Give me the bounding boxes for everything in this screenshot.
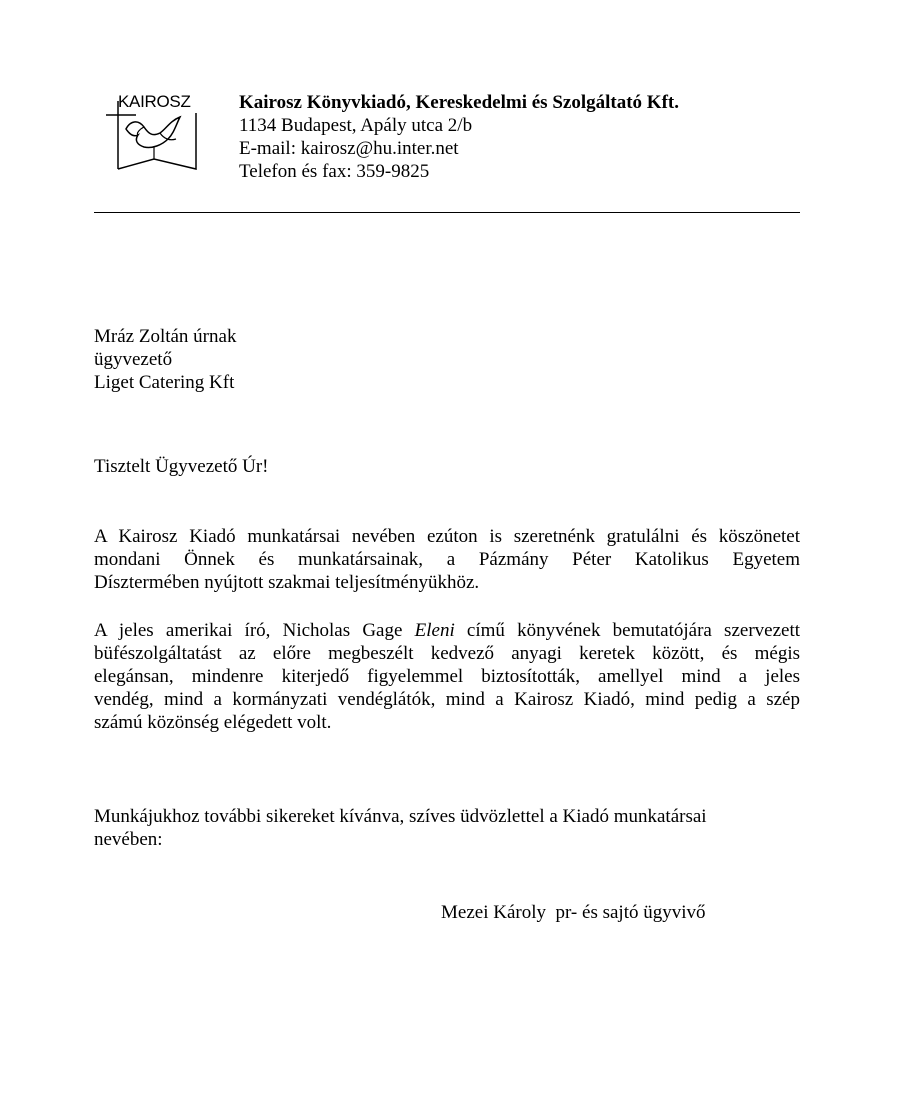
paragraph-line: vendég, mind a kormányzati vendéglátók, mind a Kairosz Kiadó, mind pedig a szép (94, 689, 800, 710)
paragraph-2 (94, 619, 800, 734)
signature: Mezei Károly pr- és sajtó ügyvivő (441, 902, 706, 923)
recipient-name: Mráz Zoltán úrnak (94, 326, 237, 347)
paragraph-line: számú közönség elégedett volt. (94, 712, 332, 733)
paragraph-line: büfészolgáltatást az előre megbeszélt kedvező anyagi keretek között, és mégis (94, 643, 800, 664)
letterhead-divider (94, 212, 800, 213)
book-title: Eleni (414, 620, 455, 641)
company-email: E-mail: kairosz@hu.inter.net (239, 138, 459, 159)
recipient-title: ügyvezető (94, 349, 173, 370)
paragraph-3 (94, 805, 800, 851)
recipient-company: Liget Catering Kft (94, 372, 235, 393)
company-name: Kairosz Könyvkiadó, Kereskedelmi és Szolgáltató Kft. (239, 92, 679, 113)
paragraph-line: mondani Önnek és munkatársainak, a Pázmány Péter Katolikus Egyetem (94, 549, 800, 570)
paragraph-line: Munkájukhoz további sikereket kívánva, szíves üdvözlettel a Kiadó munkatársai (94, 806, 707, 827)
text-run: A jeles amerikai író, Nicholas Gage (94, 620, 415, 641)
logo-text: KAIROSZ (118, 92, 191, 111)
text-run: című könyvének bemutatójára szervezett (454, 620, 800, 641)
paragraph-line: A Kairosz Kiadó munkatársai nevében ezúton is szeretnénk gratulálni és köszönetet (94, 526, 800, 547)
kairosz-logo (104, 93, 200, 173)
letterhead (0, 0, 900, 220)
paragraph-line (94, 619, 800, 642)
salutation: Tisztelt Ügyvezető Úr! (94, 456, 269, 477)
paragraph-line: Dísztermében nyújtott szakmai teljesítményükhöz. (94, 572, 480, 593)
paragraph-line: nevében: (94, 829, 163, 850)
company-phone: Telefon és fax: 359-9825 (239, 161, 430, 182)
company-address: 1134 Budapest, Apály utca 2/b (239, 115, 473, 136)
company-info (239, 91, 679, 183)
paragraph-line: elegánsan, mindenre kiterjedő figyelemmel biztosították, amellyel mind a jeles (94, 666, 800, 687)
paragraph-1 (94, 525, 800, 594)
recipient-block (94, 325, 236, 394)
